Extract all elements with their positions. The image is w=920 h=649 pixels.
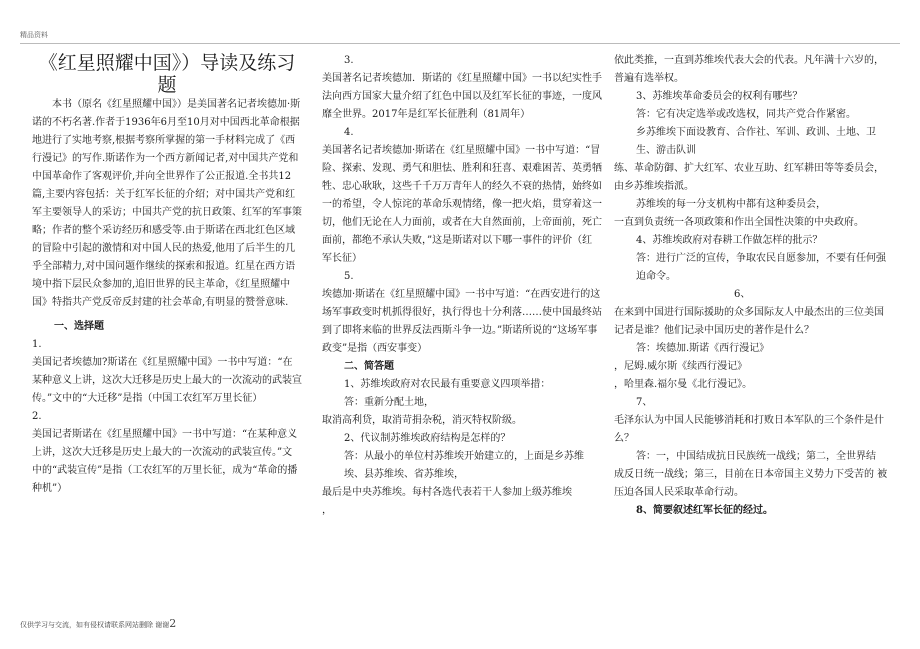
- question-text: 8、简要叙述红军长征的经过。: [636, 505, 773, 516]
- question-text: 1、苏维埃政府对农民最有重要意义四项举措：: [344, 379, 551, 390]
- answer-text: 取消高利贷，取消苛捐杂税，消灭特权阶级。: [322, 415, 522, 426]
- answer-text: 一直到负责统一各项政策和作出全国性决策的中央政府。: [614, 217, 864, 228]
- question-text: 毛泽东认为中国人民能够消耗和打败日本军队的三个条件是什么？: [614, 415, 884, 444]
- answer-text: 成反日统一战线；第三，目前在日本帝国主义势力下受苦的 被压迫各国人民采取革命行动。: [614, 469, 888, 498]
- question-number: 2.: [32, 411, 42, 422]
- document-title: 《红星照耀中国》）导读及练习题: [38, 52, 296, 96]
- answer-text: 乡苏维埃下面设教育、合作社、军训、政训、土地、卫生、游击队训: [636, 127, 876, 156]
- answer-text: 答：埃德加.斯诺《西行漫记》: [636, 343, 770, 354]
- question-number: 3.: [344, 55, 354, 66]
- answer-text: 答：从最小的单位村苏维埃开始建立的，上面是乡苏维埃、县苏维埃、省苏维埃，: [344, 451, 584, 480]
- page-footer: [20, 617, 176, 630]
- answer-text: 苏维埃的每一分支机构中都有这种委员会，: [636, 199, 826, 210]
- answer-text: 答：重新分配土地，: [344, 397, 434, 408]
- question-text: 埃德加·斯诺在《红星照耀中国》一书中写道：“在西安进行的这场军事政变时机抓得很好，执行得也十分利落……使中国最终站到了即将来临的世界反法西斯斗争一边。”斯诺所说的“这场军事政变”是指（西安事变）: [322, 289, 602, 354]
- question-number: 5.: [344, 271, 354, 282]
- column-2: [322, 52, 602, 520]
- answer-text: ，哈里森.福尔曼《北行漫记》。: [614, 379, 753, 390]
- question-text: 美国著名记者埃德加．斯诺的《红星照耀中国》一书以纪实性手法向西方国家大量介绍了红色中国以及红军长征的事迹，一度风靡全世界。2017年是红军长征胜利（81周年）: [322, 73, 602, 120]
- answer-text: 最后是中央苏维埃。每村各选代表若干人参加上级苏维埃: [322, 487, 572, 498]
- header-divider: [20, 43, 900, 44]
- answer-text: 答：一，中国结成抗日民族统一战线；第二，全世界结: [636, 451, 876, 462]
- question-text: 4、苏维埃政府对春耕工作做怎样的批示？: [636, 235, 823, 246]
- question-number: 6、: [734, 289, 751, 300]
- column-3: [614, 52, 890, 520]
- answer-text: ，: [322, 505, 332, 516]
- question-text: 2、代议制苏维埃政府结构是怎样的？: [344, 433, 511, 444]
- answer-text: ，尼姆.威尔斯《续西行漫记》: [614, 361, 748, 372]
- page-header: 精品资料: [20, 31, 48, 39]
- question-number: 7、: [636, 397, 653, 408]
- answer-text: 答：进行广泛的宣传，争取农民自愿参加，不要有任何强迫命令。: [636, 253, 886, 282]
- page-number: 2: [169, 617, 177, 630]
- question-text: 美国著名记者埃德加·斯诺在《红星照耀中国》一书中写道：“冒险、探索、发现、勇气和胆怯、胜利和狂喜、艰难困苦、英勇牺牲、忠心耿耿，这些千千万万青年人的经久不衰的热情，始终如一的希望，令人惊诧的革命乐观情绪，像一把火焰，贯穿着这一切，他们无论在人力面前，或者在大自然面前，上帝面前，死亡面前，都绝不承认失败，”这是斯诺对以下哪一事件的评价（红军长征）: [322, 145, 602, 264]
- answer-text: 练、革命防御、扩大红军、农业互助、红军耕田等等委员会，由乡苏维埃指派。: [614, 163, 884, 192]
- question-text: 美国记者埃德加?斯诺在《红星照耀中国》一书中写道：“在某种意义上讲，这次大迁移是历史上最大的一次流动的武装宣传。”文中的“大迁移”是指（中国工农红军万里长征）: [32, 357, 302, 404]
- section-heading-short-answer: 二、简答题: [344, 361, 394, 372]
- column-1: [32, 52, 302, 498]
- section-heading-choice: 一、选择题: [54, 321, 104, 332]
- answer-text: 答：它有决定选举或改选权，同共产党合作紧密。: [636, 109, 856, 120]
- question-text: 在来到中国进行国际援助的众多国际友人中最杰出的三位美国记者是谁？他们记录中国历史的著作是什么？: [614, 307, 884, 336]
- question-number: 4.: [344, 127, 354, 138]
- question-number: 1.: [32, 339, 42, 350]
- answer-text: 依此类推，一直到苏维埃代表大会的代表。凡年满十六岁的， 普遍有选举权。: [614, 55, 884, 84]
- intro-paragraph: 本书（原名《红星照耀中国》）是美国著名记者埃德加·斯诺的不朽名著.作者于1936年6月至10月对中国西北革命根据地进行了实地考察,根据考察所掌握的第一手材料完成了《西行漫记》的写作.斯诺作为一个西方新闻记者,对中国共产党和中国革命作了客观评价,并向全世界作了公正报道.全书共12篇,主要内容包括：关于红军长征的介绍；对中国共产党和红军主要领导人的采访；中国共产党的抗日政策、红军的军事策略；作者的整个采访经历和感受等.由于斯诺在西北红色区域的冒险中引起的激情和对中国人民的热爱,他用了后半生的几乎全部精力,对中国问题作继续的探索和报道。红星在西方语境中指下层民众参加的,追旧世界的民主革命，《红星照耀中国》特指共产党反帝反封建的社会革命,有明显的赞誉意味.: [32, 99, 302, 308]
- question-text: 3、苏维埃革命委员会的权利有哪些？: [636, 91, 803, 102]
- question-text: 美国记者斯诺在《红星照耀中国》一书中写道：“在某种意义上讲，这次大迁移是历史上最大的一次流动的武装宣传。”文中的“武装宣传”是指（工农红军的万里长征，成为“革命的播种机”）: [32, 429, 298, 494]
- footer-text: 仅供学习与交流，如有侵权请联系网站删除 谢谢: [20, 621, 170, 629]
